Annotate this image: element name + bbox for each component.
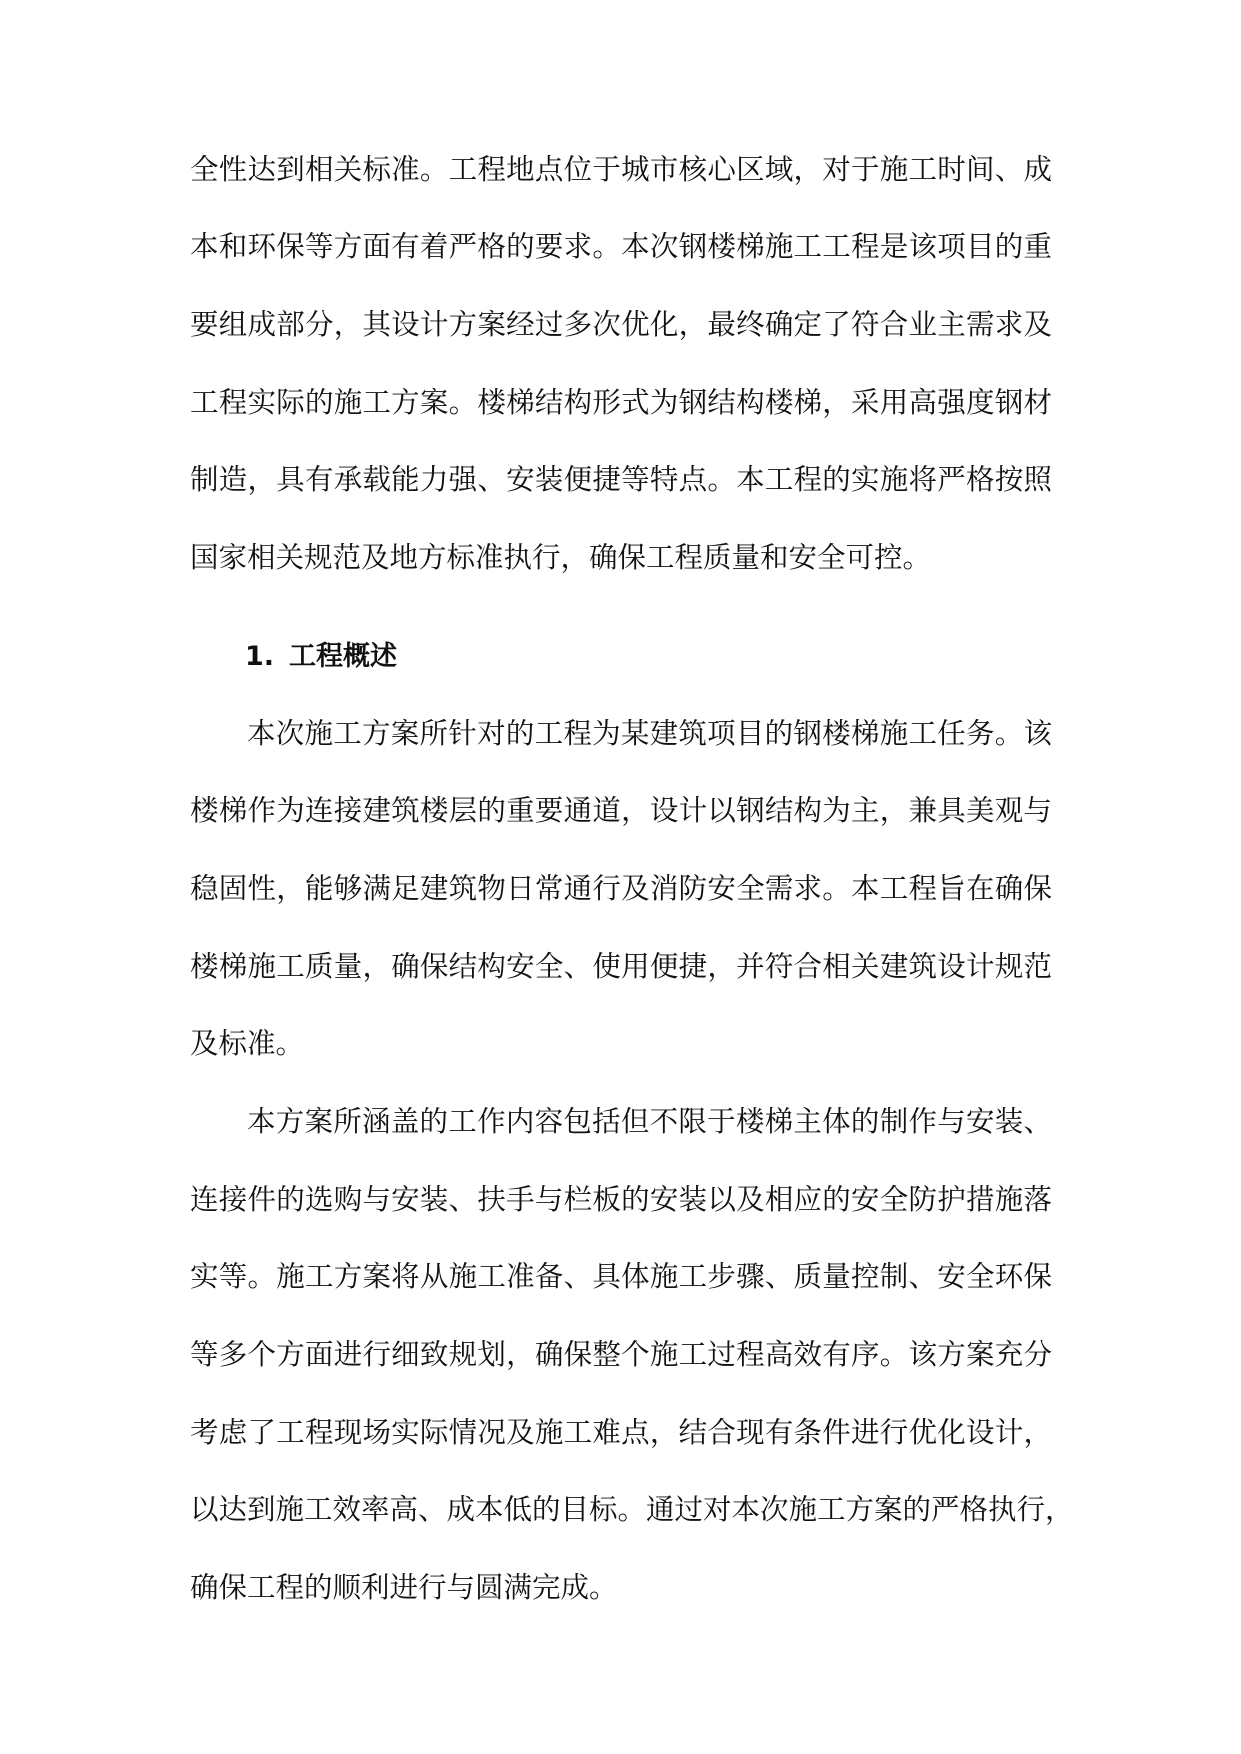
paragraph-3-line-3: 实等。施工方案将从施工准备、具体施工步骤、质量控制、安全环保 [190, 1260, 1052, 1293]
paragraph-2-line-3: 稳固性，能够满足建筑物日常通行及消防安全需求。本工程旨在确保 [190, 872, 1052, 905]
section-heading [245, 632, 397, 682]
paragraph-3-line-6: 以达到施工效率高、成本低的目标。通过对本次施工方案的严格执行， [190, 1493, 1074, 1526]
paragraph-3-line-1: 本方案所涵盖的工作内容包括但不限于楼梯主体的制作与安装、 [247, 1105, 1052, 1138]
section-title: 工程概述 [289, 641, 397, 672]
paragraph-1-line-4: 工程实际的施工方案。楼梯结构形式为钢结构楼梯，采用高强度钢材 [190, 386, 1052, 419]
paragraph-1-line-6: 国家相关规范及地方标准执行，确保工程质量和安全可控。 [190, 541, 932, 574]
paragraph-3-line-2: 连接件的选购与安装、扶手与栏板的安装以及相应的安全防护措施落 [190, 1183, 1052, 1216]
paragraph-1-line-1: 全性达到相关标准。工程地点位于城市核心区域，对于施工时间、成 [190, 153, 1052, 186]
section-number: 1. [245, 641, 275, 672]
paragraph-2-line-4: 楼梯施工质量，确保结构安全、使用便捷，并符合相关建筑设计规范 [190, 950, 1052, 983]
paragraph-2-line-5: 及标准。 [190, 1027, 305, 1060]
paragraph-3-line-4: 等多个方面进行细致规划，确保整个施工过程高效有序。该方案充分 [190, 1338, 1052, 1371]
paragraph-3-line-7: 确保工程的顺利进行与圆满完成。 [190, 1571, 618, 1604]
paragraph-2-line-1: 本次施工方案所针对的工程为某建筑项目的钢楼梯施工任务。该 [247, 717, 1052, 750]
paragraph-3-line-5: 考虑了工程现场实际情况及施工难点，结合现有条件进行优化设计， [190, 1416, 1052, 1449]
paragraph-1-line-5: 制造，具有承载能力强、安装便捷等特点。本工程的实施将严格按照 [190, 463, 1052, 496]
paragraph-1-line-2: 本和环保等方面有着严格的要求。本次钢楼梯施工工程是该项目的重 [190, 230, 1052, 263]
paragraph-2-line-2: 楼梯作为连接建筑楼层的重要通道，设计以钢结构为主，兼具美观与 [190, 794, 1052, 827]
paragraph-1-line-3: 要组成部分，其设计方案经过多次优化，最终确定了符合业主需求及 [190, 308, 1052, 341]
